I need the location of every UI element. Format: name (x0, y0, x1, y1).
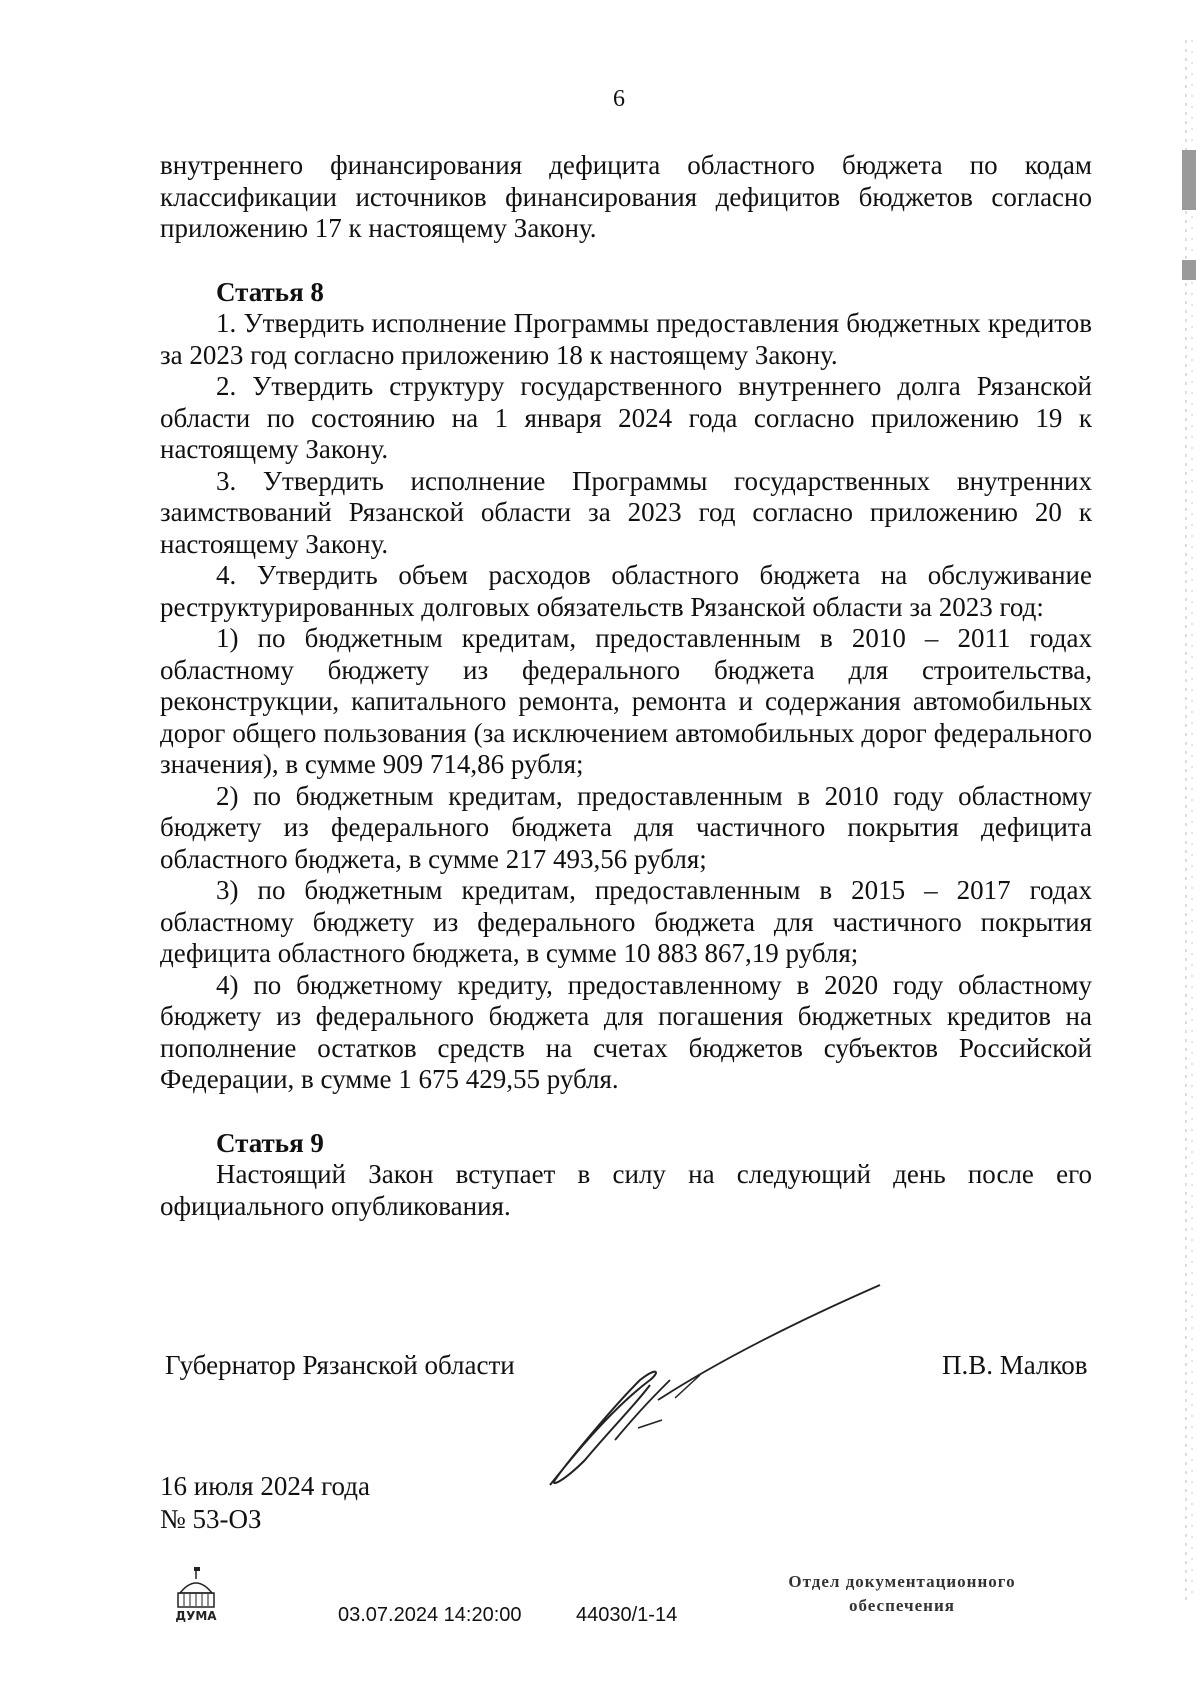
svg-text:ДУМА: ДУМА (175, 1609, 217, 1623)
article-8-subitem-2: 2) по бюджетным кредитам, предоставленным в 2010 году областному бюджету из федерального бюджета для частичного покрытия дефицита областного бюджета, в сумме 217 493,56 рубля; (160, 780, 1092, 874)
article-9-text: Настоящий Закон вступает в силу на следующий день после его официального опубликования. (160, 1159, 1092, 1221)
handwritten-signature (540, 1280, 900, 1500)
article-8-subitem-4: 4) по бюджетному кредиту, предоставленному в 2020 году областному бюджету из федерального бюджета для погашения бюджетных кредитов на пополнение остатков средств на счетах бюджетов субъектов Российской Федерации, в сумме 1 675 429,55 рубля. (160, 969, 1092, 1094)
article-9-heading: Статья 9 (216, 1127, 324, 1158)
article-8-subitem-1: 1) по бюджетным кредитам, предоставленным в 2010 – 2011 годах областному бюджету из федерального бюджета для строительства, реконструкции, капитального ремонта, ремонта и содержания автомобильных дорог общего пользования (за исключением автомобильных дорог федерального значения), в сумме 909 714,86 рубля; (160, 623, 1092, 779)
law-date: 16 июля 2024 года (160, 1471, 370, 1501)
article-8-item-4: 4. Утвердить объем расходов областного бюджета на обслуживание реструктурированных долговых обязательств Рязанской области за 2023 год: (160, 560, 1092, 622)
duma-logo-icon (168, 1565, 224, 1625)
article-8-item-1: 1. Утвердить исполнение Программы предоставления бюджетных кредитов за 2023 год согласно приложению 18 к настоящему Закону. (160, 308, 1092, 370)
registration-number: 44030/1-14 (576, 1604, 678, 1626)
page-number: 6 (613, 86, 625, 112)
date-block (160, 1470, 370, 1536)
governor-title: Губернатор Рязанской области (165, 1350, 515, 1380)
article-8-subitem-3: 3) по бюджетным кредитам, предоставленным в 2015 – 2017 годах областному бюджету из федерального бюджета для частичного покрытия дефицита областного бюджета, в сумме 10 883 867,19 рубля; (160, 875, 1092, 968)
law-number: № 53-ОЗ (160, 1504, 262, 1534)
registration-timestamp: 03.07.2024 14:20:00 (338, 1604, 522, 1626)
stamp-line-1: Отдел документационного (788, 1572, 1016, 1591)
article-8-heading: Статья 8 (216, 276, 324, 307)
stamp-line-2: обеспечения (849, 1596, 955, 1615)
governor-name: П.В. Малков (942, 1350, 1088, 1380)
document-body (160, 150, 1092, 1222)
article-8-item-2: 2. Утвердить структуру государственного внутреннего долга Рязанской области по состоянию на 1 января 2024 года согласно приложению 19 к настоящему Закону. (160, 371, 1092, 464)
scan-edge-marks (1178, 40, 1200, 1600)
department-stamp (752, 1570, 1052, 1618)
continuation-paragraph: внутреннего финансирования дефицита областного бюджета по кодам классификации источников финансирования дефицитов бюджетов согласно приложению 17 к настоящему Закону. (160, 150, 1092, 243)
article-8-item-3: 3. Утвердить исполнение Программы государственных внутренних заимствований Рязанской области за 2023 год согласно приложению 20 к настоящему Закону. (160, 465, 1092, 559)
